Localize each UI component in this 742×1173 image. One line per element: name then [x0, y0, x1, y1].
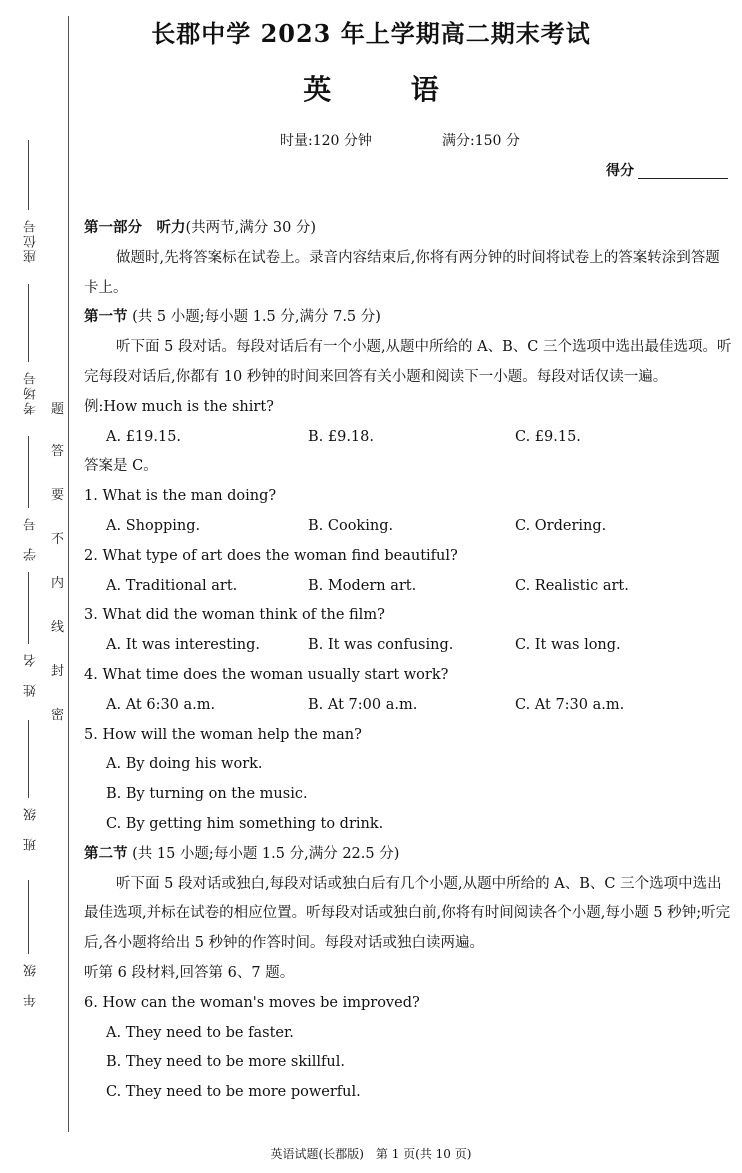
- exam-content: [84, 214, 732, 1108]
- question-4-options: [84, 691, 732, 721]
- question-3: 3. What did the woman think of the film?: [84, 607, 385, 624]
- option-c[interactable]: C. Ordering.: [515, 517, 607, 534]
- warning-char: 不: [51, 532, 65, 547]
- question-2-options: [84, 572, 732, 602]
- question-2: 2. What type of art does the woman find beautiful?: [84, 547, 458, 564]
- warning-char: 封: [51, 664, 65, 679]
- grade-label: 年 级: [24, 962, 39, 1007]
- option-a[interactable]: A. It was interesting.: [106, 637, 260, 654]
- option-a[interactable]: A. Shopping.: [106, 517, 201, 534]
- seat-number-label: 座位号: [24, 218, 39, 263]
- warning-char: 线: [51, 620, 65, 635]
- option-c[interactable]: C. It was long.: [515, 637, 621, 654]
- question-5: 5. How will the woman help the man?: [84, 726, 362, 743]
- question-6: 6. How can the woman's moves be improved?: [84, 994, 420, 1011]
- option-a[interactable]: A. At 6:30 a.m.: [106, 696, 216, 713]
- subject-char: 英: [303, 73, 332, 106]
- option-b[interactable]: B. Cooking.: [308, 517, 394, 534]
- grade-field[interactable]: [28, 880, 29, 954]
- question-4: 4. What time does the woman usually start work?: [84, 666, 449, 683]
- question-1: 1. What is the man doing?: [84, 488, 277, 505]
- option-b[interactable]: B. Modern art.: [308, 577, 417, 594]
- full-score: 满分:150 分: [442, 133, 520, 149]
- option-c[interactable]: C. £9.15.: [515, 428, 581, 445]
- question-1-options: [84, 512, 732, 542]
- option-a[interactable]: A. Traditional art.: [106, 577, 238, 594]
- option-c[interactable]: C. By getting him something to drink.: [106, 815, 384, 832]
- option-c[interactable]: C. They need to be more powerful.: [106, 1084, 361, 1101]
- student-id-field[interactable]: [28, 436, 29, 508]
- section-heading: 第二节 (共 15 小题;每小题 1.5 分,满分 22.5 分): [84, 845, 400, 862]
- subject-title: [0, 68, 742, 108]
- section-instructions: 听下面 5 段对话或独白,每段对话或独白后有几个小题,从题中所给的 A、B、C 三个选项中选出最佳选项,并标在试卷的相应位置。听每段对话或独白前,你将有时间阅读各个小题,每小题 5 秒钟;听完后,各小题将给出 5 秒钟的作答时间。每段对话或独白读两遍。: [84, 875, 731, 952]
- example-question: 例:How much is the shirt?: [84, 398, 274, 415]
- name-field[interactable]: [28, 572, 29, 644]
- student-id-label: 学 号: [24, 516, 39, 561]
- part-heading: 第一部分 听力(共两节,满分 30 分): [84, 220, 317, 236]
- option-a[interactable]: A. They need to be faster.: [106, 1024, 294, 1041]
- example-answer: 答案是 C。: [84, 458, 158, 475]
- exam-title: 长郡中学 2023 年上学期高二期末考试: [151, 19, 591, 48]
- option-a[interactable]: A. £19.15.: [106, 428, 182, 445]
- page-footer: 英语试题(长郡版) 第 1 页(共 10 页): [270, 1147, 472, 1161]
- option-a[interactable]: A. By doing his work.: [106, 756, 263, 773]
- section-instructions: 听下面 5 段对话。每段对话后有一个小题,从题中所给的 A、B、C 三个选项中选出最佳选项。听完每段对话后,你都有 10 秒钟的时间来回答有关小题和阅读下一小题。每段对话仅读一遍。: [84, 339, 732, 385]
- material-instruction: 听第 6 段材料,回答第 6、7 题。: [84, 964, 295, 981]
- option-b[interactable]: B. By turning on the music.: [106, 786, 308, 803]
- exam-room-field[interactable]: [28, 284, 29, 362]
- class-label: 班 级: [24, 806, 39, 851]
- subject-char: 语: [410, 73, 439, 106]
- option-b[interactable]: B. They need to be more skillful.: [106, 1054, 345, 1071]
- warning-char: 内: [51, 576, 65, 591]
- class-field[interactable]: [28, 720, 29, 798]
- warning-char: 密: [51, 708, 65, 723]
- section-heading: 第一节 (共 5 小题;每小题 1.5 分,满分 7.5 分): [84, 309, 381, 326]
- question-3-options: [84, 631, 732, 661]
- option-c[interactable]: C. At 7:30 a.m.: [515, 696, 625, 713]
- warning-char: 要: [51, 488, 65, 503]
- part-instructions: 做题时,先将答案标在试卷上。录音内容结束后,你将有两分钟的时间将试卷上的答案转涂到答题卡上。: [84, 249, 720, 296]
- option-b[interactable]: B. It was confusing.: [308, 637, 454, 654]
- option-b[interactable]: B. At 7:00 a.m.: [308, 696, 418, 713]
- option-b[interactable]: B. £9.18.: [308, 428, 374, 445]
- score-field[interactable]: [638, 178, 728, 179]
- name-label: 姓 名: [24, 652, 39, 697]
- time-limit: 时量:120 分钟: [280, 133, 372, 149]
- warning-char: 题: [51, 402, 65, 417]
- seat-number-field[interactable]: [28, 140, 29, 210]
- binding-line: [68, 16, 69, 1132]
- score-label: 得分: [606, 163, 634, 179]
- example-options: [84, 423, 732, 453]
- warning-char: 答: [51, 444, 65, 459]
- exam-room-label: 考场号: [24, 370, 39, 415]
- option-c[interactable]: C. Realistic art.: [515, 577, 629, 594]
